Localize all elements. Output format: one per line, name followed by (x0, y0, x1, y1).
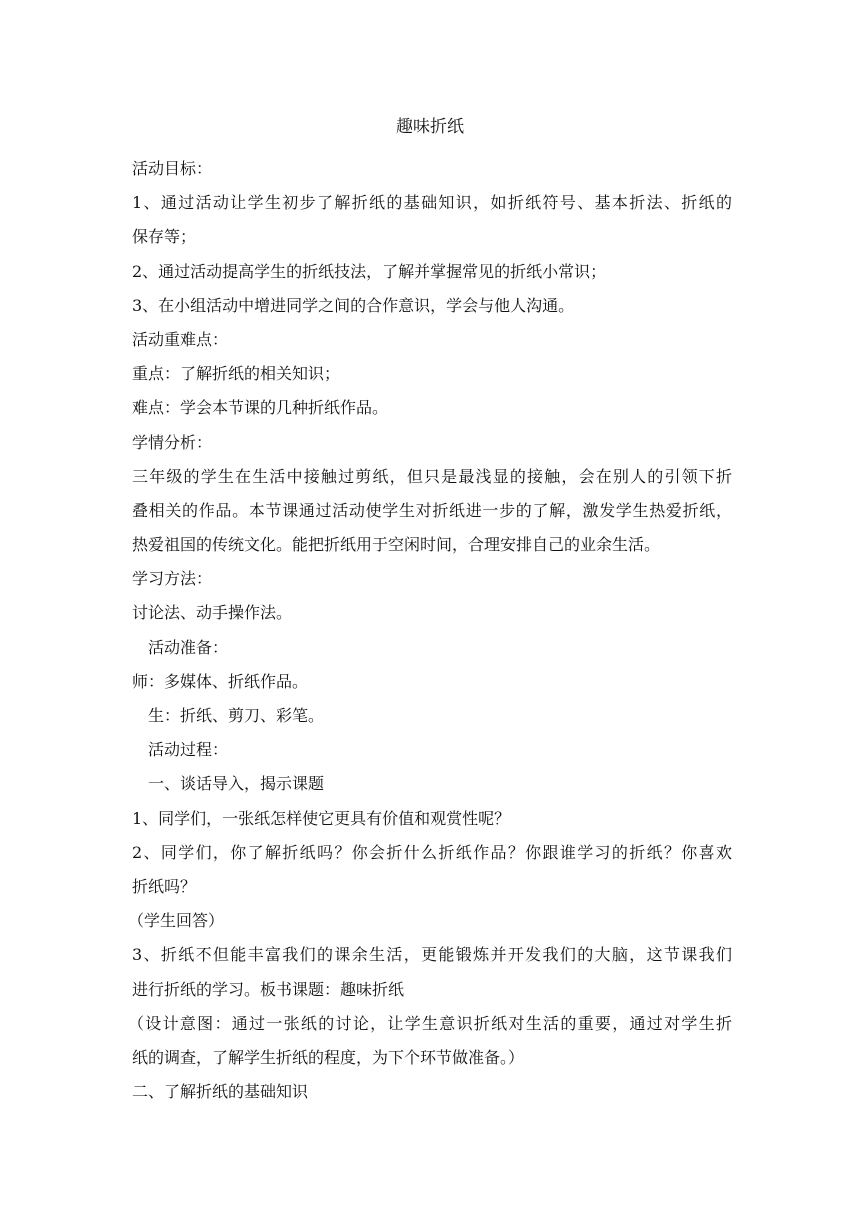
text-line: 难点：学会本节课的几种折纸作品。 (132, 398, 389, 418)
text-line: 1、通过活动让学生初步了解折纸的基础知识，如折纸符号、基本折法、折纸的 (132, 193, 732, 213)
text-line: 3、折纸不但能丰富我们的课余生活，更能锻炼并开发我们的大脑，这节课我们 (132, 945, 732, 965)
text-line: 师：多媒体、折纸作品。 (132, 671, 309, 691)
text-line: 1、同学们，一张纸怎样使它更具有价值和观赏性呢？ (132, 808, 511, 828)
text-line: 活动过程： (148, 740, 229, 760)
text-line: 保存等； (132, 227, 197, 247)
text-line: 2、通过活动提高学生的折纸技法，了解并掌握常见的折纸小常识； (132, 261, 607, 281)
text-line: 2、同学们，你了解折纸吗？你会折什么折纸作品？你跟谁学习的折纸？你喜欢 (132, 842, 732, 862)
text-line: 生：折纸、剪刀、彩笔。 (148, 706, 325, 725)
document-body (128, 152, 732, 1109)
text-line: 3、在小组活动中增进同学之间的合作意识，学会与他人沟通。 (132, 295, 575, 315)
text-line: 热爱祖国的传统文化。能把折纸用于空闲时间，合理安排自己的业余生活。 (132, 535, 661, 555)
text-line: （学生回答） (128, 911, 225, 931)
document-title: 趣味折纸 (396, 117, 464, 137)
text-line: 活动重难点： (132, 329, 229, 349)
text-line: 进行折纸的学习。板书课题：趣味折纸 (132, 979, 405, 999)
text-line: 折纸吗？ (132, 876, 197, 896)
text-line: （设计意图：通过一张纸的讨论，让学生意识折纸对生活的重要，通过对学生折 (128, 1013, 732, 1033)
text-line: 活动准备： (148, 637, 229, 657)
text-line: 学习方法： (132, 569, 213, 589)
text-line: 活动目标： (132, 159, 213, 178)
text-line: 一、谈话导入，揭示课题 (148, 774, 325, 794)
text-line: 三年级的学生在生活中接触过剪纸，但只是最浅显的接触，会在别人的引领下折 (132, 466, 732, 486)
text-line: 二、了解折纸的基础知识 (132, 1082, 309, 1102)
text-line: 学情分析： (132, 432, 213, 452)
text-line: 重点：了解折纸的相关知识； (132, 364, 341, 384)
text-line: 纸的调查，了解学生折纸的程度，为下个环节做准备。） (132, 1047, 525, 1067)
text-line: 叠相关的作品。本节课通过活动使学生对折纸进一步的了解，激发学生热爱折纸， (132, 500, 732, 520)
text-line: 讨论法、动手操作法。 (132, 603, 293, 623)
